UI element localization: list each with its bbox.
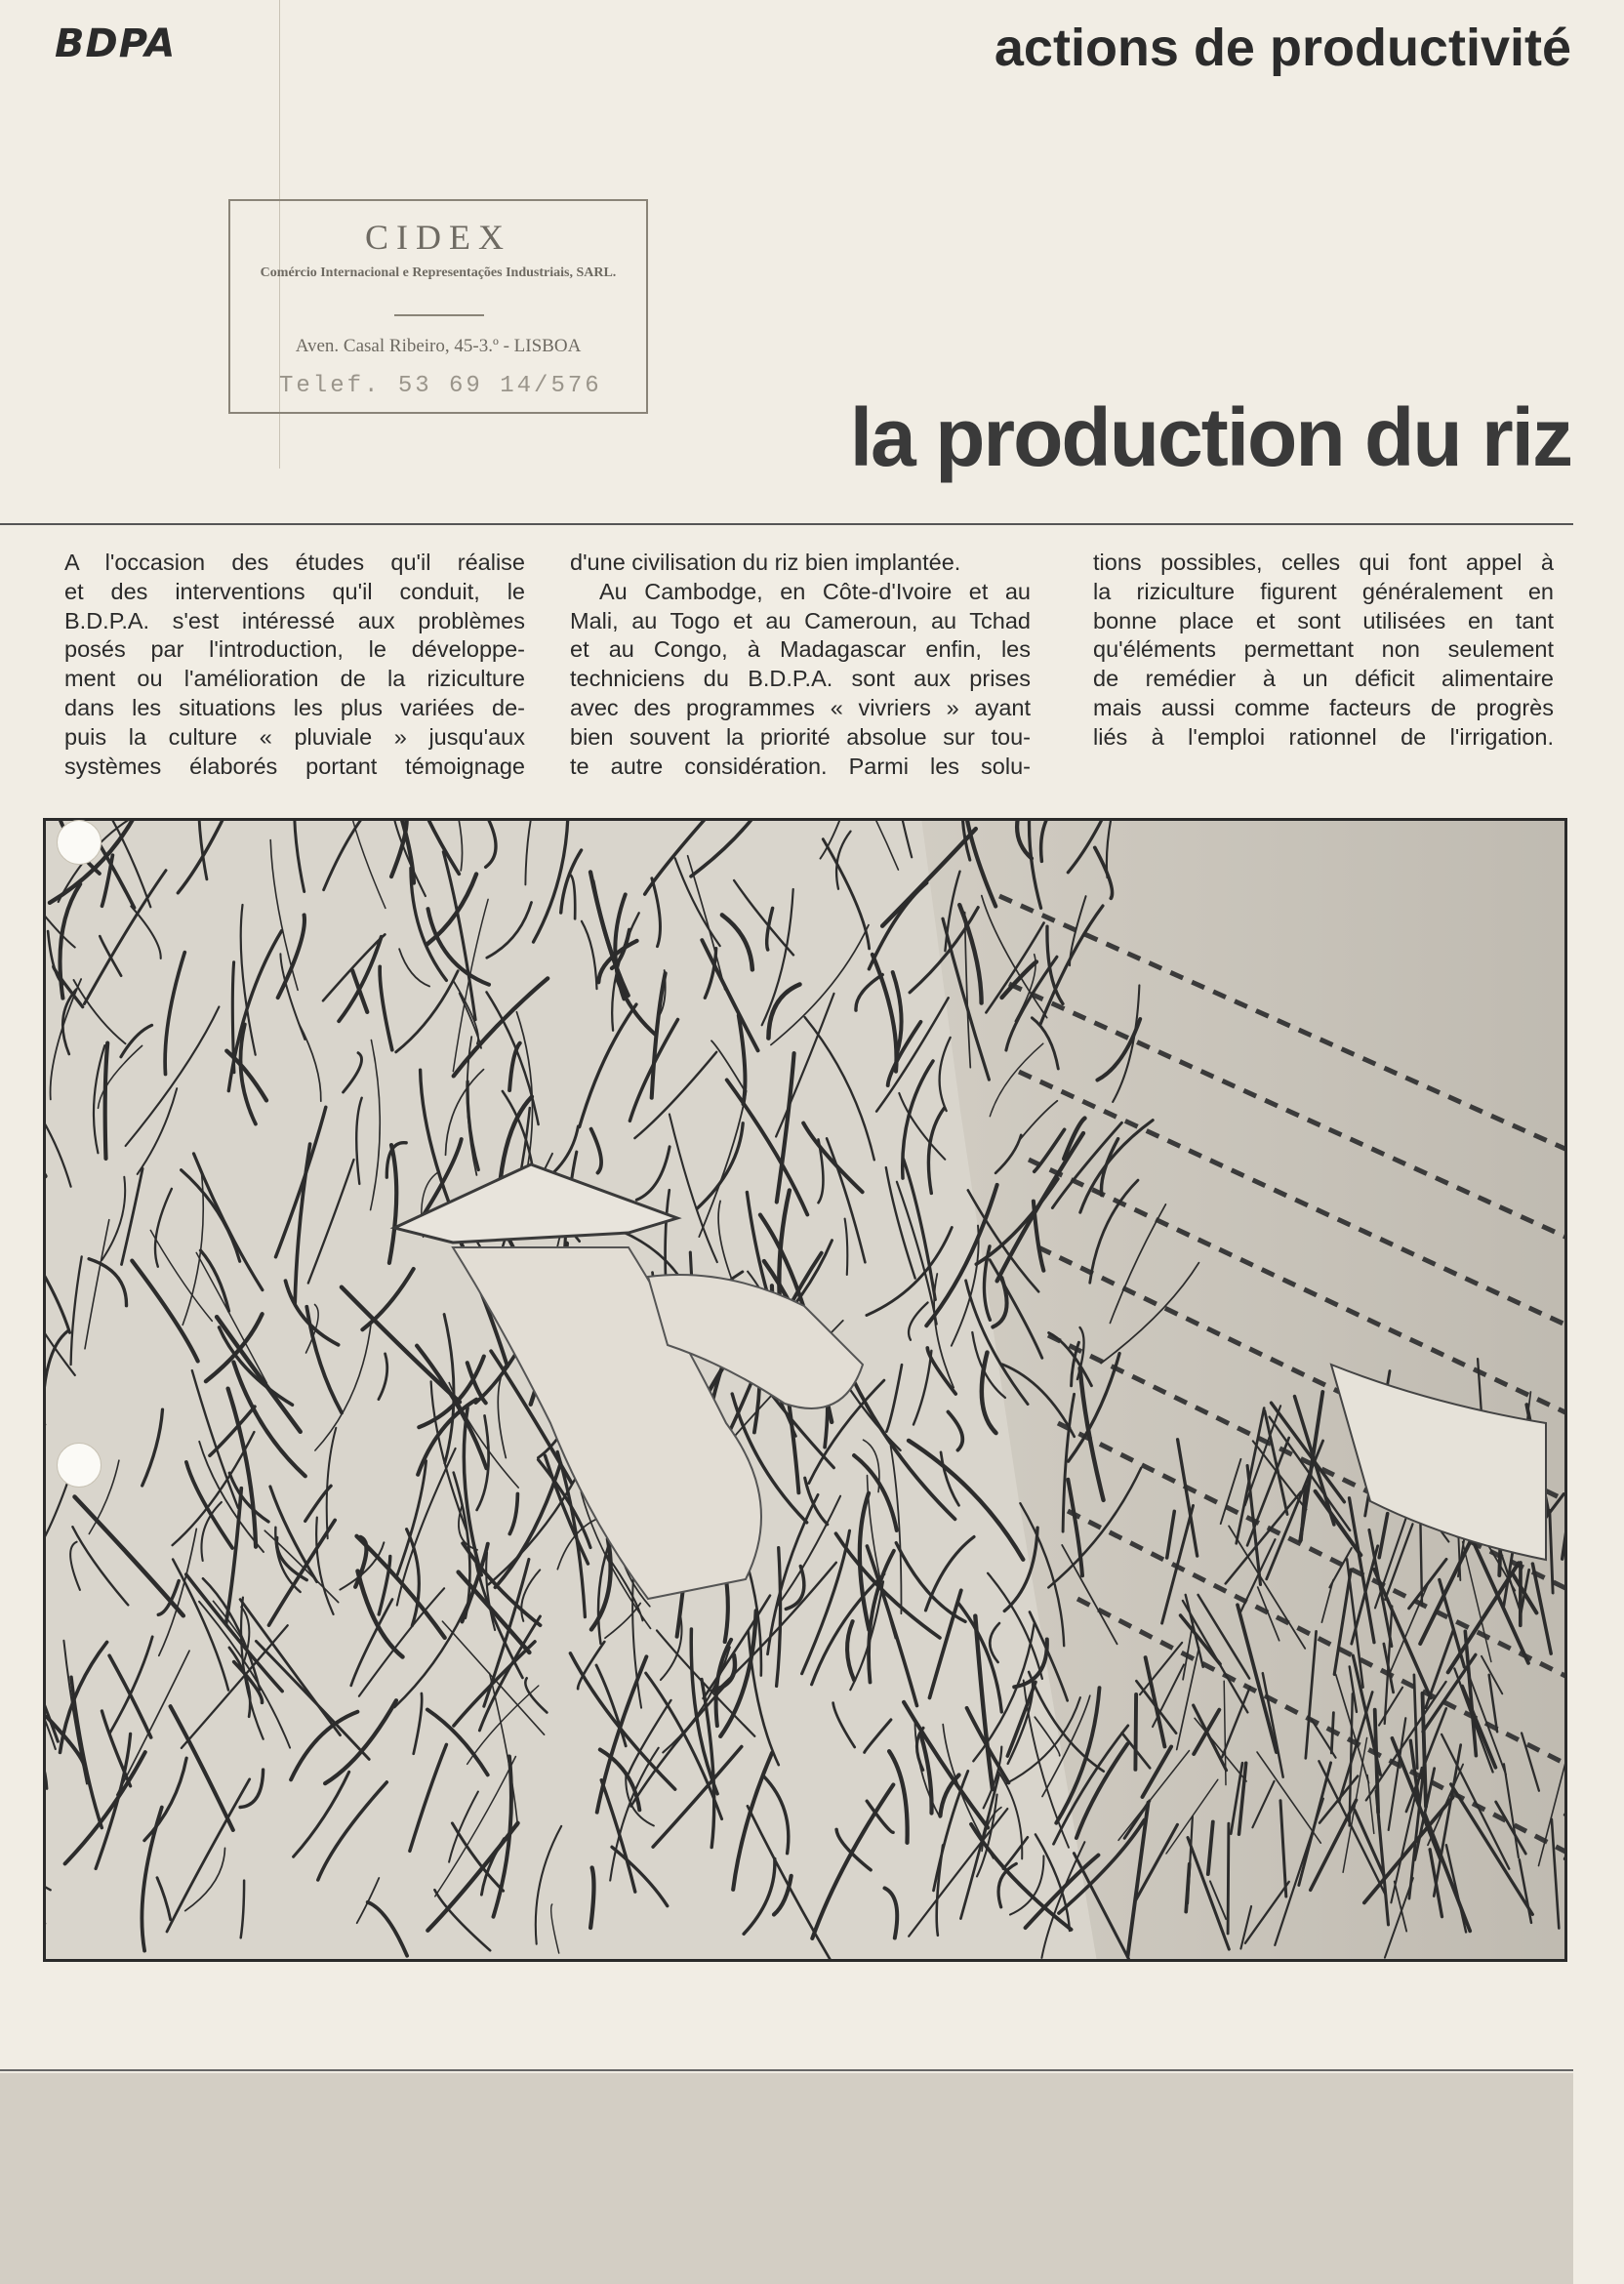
section-title: actions de productivité [994,19,1571,77]
column-3-line: liés à l'emploi rationnel de l'irrigation. [1093,723,1554,750]
rice-field-illustration [43,818,1567,1962]
column-1-line: posés par l'introduction, le développe- [64,636,525,663]
column-3-line: la riziculture figurent généralement en [1093,578,1554,604]
column-3-line: mais aussi comme facteurs de progrès [1093,694,1554,720]
column-1-line: systèmes élaborés portant témoignage [64,753,525,779]
column-1-line: et des interventions qu'il conduit, le [64,578,525,604]
footer-divider [0,2069,1573,2071]
column-3-line: qu'éléments permettant non seulement [1093,636,1554,663]
stamp-subtitle: Comércio Internacional e Representações Industriais, SARL. [260,265,617,280]
column-1-line: puis la culture « pluviale » jusqu'aux [64,723,525,750]
column-3-line: tions possibles, celles qui font appel à [1093,550,1554,575]
grass-blade [1135,1694,1136,1770]
column-1-line: A l'occasion des études qu'il réalise [64,550,525,575]
punch-hole [57,820,102,865]
punch-hole [57,1443,102,1488]
column-1-line: ment ou l'amélioration de la riziculture [64,666,525,692]
column-2-line: avec des programmes « vivriers » ayant [570,694,1031,720]
column-2-line: bien souvent la priorité absolue sur tou- [570,723,1031,750]
article-column-3 [1093,549,1554,753]
column-1-line: dans les situations les plus variées de- [64,694,525,720]
column-2-line: Au Cambodge, en Côte-d'Ivoire et au [599,578,1031,604]
column-2-line: Mali, au Togo et au Cameroun, au Tchad [570,607,1031,633]
column-2-line: d'une civilisation du riz bien implantée. [570,550,961,575]
stamp-divider [394,314,484,316]
stamp-phone: Telef. 53 69 14/576 [279,373,602,399]
article-column-2 [570,549,1031,781]
grass-blade [1228,1823,1229,1934]
article-title: la production du riz [849,391,1571,483]
title-divider [0,523,1573,525]
stamp-address: Aven. Casal Ribeiro, 45-3.º - LISBOA [295,336,582,356]
rice-field-photo [43,818,1567,1962]
bdpa-logo: BDPA [55,21,177,66]
column-3-line: de remédier à un déficit alimentaire [1093,666,1554,692]
column-1-line: B.D.P.A. s'est intéressé aux problèmes [64,607,525,633]
article-column-1 [64,549,525,781]
column-2-line: techniciens du B.D.P.A. sont aux prises [570,666,1031,692]
stamp-title: CIDEX [365,218,511,257]
column-2-line: te autre considération. Parmi les solu- [570,753,1031,779]
scan-footer-band [0,2073,1573,2284]
column-2-line: et au Congo, à Madagascar enfin, les [570,636,1031,663]
column-3-line: bonne place et sont utilisées en tant [1093,607,1554,633]
cidex-stamp [228,199,648,414]
